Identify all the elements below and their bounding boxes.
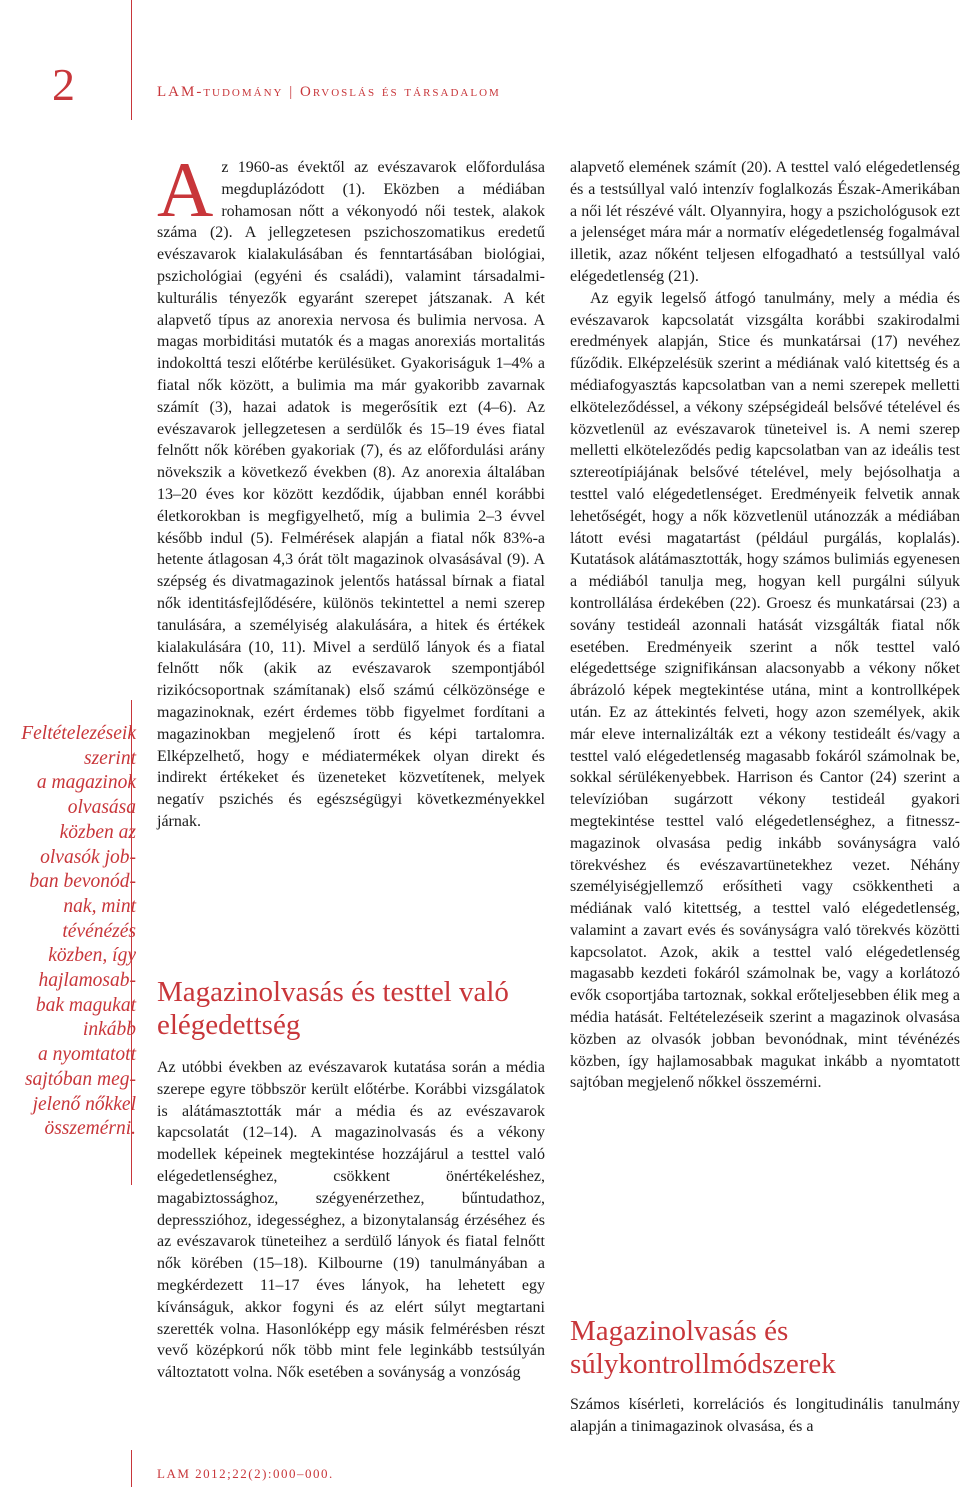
pull-quote (0, 722, 136, 1142)
pull-quote-line: összemérni. (44, 1118, 136, 1140)
pull-quote-line: nak, mint (63, 895, 136, 917)
right-section-text: Számos kísérleti, korrelációs és longitudinális tanulmány alapján a tinimagazinok olvasása, és a (570, 1396, 960, 1435)
pull-quote-line: szerint (83, 747, 136, 769)
intro-text: z 1960-as évektől az evészavarok előfordulása megduplázódott (1). Eközben a médiában rohamosan nőtt a vékonyodó női testek, alakok száma (2). A jellegzetesen pszichoszomatikus eredetű evészavarok kialakulásában és fenntartásában biológiai, pszichológiai (egyéni és családi), valamint társadalmi-kulturális tényezők egyaránt szerepet játszanak. A két alapvető típus az anorexia nervosa és bulimia nervosa. A magas morbiditási mutatók és a magas anorexiás mortalitás indokolttá teszi előtérbe kerülésüket. Gyakoriságuk 1–4% a fiatal nők között, a bulimia ma már gyakoribb zavarnak számít (3), hazai adatok is megerősítik ezt (4–6). Az evészavarok jellegzetesen a serdülők és 15–19 éves fiatal felnőtt nők körében gyakoriak (7), és az előfordulási arány növekszik a következő években (8). Az anorexia általában 13–20 éves kor között kezdődik, újabban ennél korábbi életkorokban is megfigyelhető, míg a bulimia 2–3 évvel később indul (5). Felmérések alapján a fiatal nők 83%-a hetente átlagosan 4,3 órát tölt magazinok olvasásával (9). A szépség és divatmagazinok jelentős hatással bírnak a fiatal nők identitásfejlődésére, különös tekintettel a nemi szerep tanulására, a személyiség alakulására, a hitek és értékek kialakulására (10, 11). Mivel a serdülő lányok és a fiatal felnőtt nők (akik az evészavarok szempontjából rizikócsoportnak számítanak) első számú célközönsége e magazinoknak, ezért érdemes több figyelmet fordítani a magazinokban megjelenő írott és képi tartalomra. Elképzelhető, hogy e médiatermékek olyan direkt és indirekt értékeket és üzeneteket közvetítenek, melyek negatív pszichés és egészségügyi következményekkel járnak. (157, 159, 545, 830)
intro-paragraph (157, 146, 545, 833)
pull-quote-line: olvasása (67, 797, 136, 819)
running-head: LAM-tudomány | Orvoslás és társadalom (157, 84, 501, 100)
right-section-paragraph (570, 1394, 960, 1438)
right-paragraph-2: Az egyik legelső átfogó tanulmány, mely a média és evészavarok kapcsolatát vizsgálta korábbi szakirodalmi eredmények alapján, Stice és munkatársai (17) nevéhez fűződik. Elképzelésük szerint a médiának való kitettség és a médiafogyasztás kapcsolatban van a nemi szerepek melletti elköteleződéssel, a vékony szépségideál belsővé tételével és közvetlenül az evészavarok tüneteivel is. A nemi szerep melletti elköteleződés pedig kapcsolatban van az ideális test sztereotípiájának belsővé tételével, mely bejósolhatja a testtel való elégedetlenséget. Eredményeik felvetik annak lehetőségét, hogy a nők közvetlenül utánozzák a médiában látott evési magatartást (például purgálás, koplalás). Kutatások alátámasztották, hogy számos bulimiás egyenesen a médiából tanulja meg, hogyan kell purgálni súlyuk kontrollálása érdekében (22). Groesz és munkatársai (23) a sovány testideál azonnali hatását vizsgálták fiatal nők esetében. Eredményeik szerint a nők testtel való elégedettsége szignifikánsan alacsonyabb a vékony nőket ábrázoló képek megtekintése utána, mint a kontrollképek után. Ez az áttekintés felveti, hogy azon személyek, akik már eleve internalizálták ezt a vékony testideált és/vagy a testtel való elégedetlenség magasabb fokáról számolnak be, sokkal sérülékenyebbek. Harrison és Cantor (24) szerint a televízióban sugárzott vékony testideál gyakori megtekintése testtel való elégedetlenséghez, a fitnessz-magazinok olvasása pedig inkább soványságra való törekvéshez és evészavartünetekhez vezet. Néhány személyiségjellemző erősítheti vagy csökkentheti a médiának való kitettség, a testtel való elégedetlenség, valamint a zavart evés és soványságra való törekvés közötti kapcsolatot. Azok, akik a testtel való elégedetlenség magasabb kezdeti fokáról számolnak be, vagy a korlátozó evők csoportjába tartoznak, sokkal erőteljesebben élik meg a média hatását. Feltételezéseik szerint a magazinok olvasása közben az olvasók jobban bevonódnak, mint tévénézés közben, így hajlamosabbak magukat inkább a nyomtatott sajtóban megjelenő nőkkel összemérni. (570, 289, 960, 1092)
footer-citation: LAM 2012;22(2):000–000. (157, 1466, 334, 1481)
section-heading-weight-control: Magazinolvasás és súlykontrollmódszerek (570, 1315, 836, 1380)
page-number: 2 (52, 59, 75, 110)
pull-quote-line: a nyomtatott (37, 1044, 136, 1066)
right-paragraph-1: alapvető elemének számít (20). A testtel való elégedetlenség és a testsúllyal való intenzív foglalkozás Észak-Amerikában a női lét részévé vált. Olyannyira, hogy a pszichológusok ezt a jelenséget mára már a normatív elégedetlenség fogalmával illetik, azaz nőként teljesen elfogadható a testsúllyal való elégedetlenség (21). (570, 159, 960, 285)
pull-quote-line: inkább (82, 1019, 136, 1041)
pull-quote-line: a magazinok (36, 772, 136, 794)
pull-quote-line: hajlamosab- (38, 970, 136, 992)
header-divider (131, 0, 132, 120)
pull-quote-line: jelenő nőkkel (32, 1093, 136, 1115)
pull-quote-line: tévénézés (62, 920, 136, 942)
pull-quote-line: sajtóban meg- (24, 1068, 136, 1090)
pull-quote-line: ban bevonód- (29, 871, 136, 893)
pull-quote-line: közben, így (48, 945, 136, 967)
section-heading-magazine-body-satisfaction: Magazinolvasás és testtel való elégedettség (157, 976, 509, 1041)
pull-quote-line: közben az (59, 821, 136, 843)
footer-divider (131, 1450, 132, 1487)
pull-quote-line: olvasók job- (40, 846, 136, 868)
section-text: Az utóbbi években az evészavarok kutatása során a média szerepe egyre többször került előtérbe. Korábbi vizsgálatok is alátámasztották már a média és az evészavarok kapcsolatát (12–14). A magazinolvasás és a vékony modellek képeinek megtekintése hozzájárul a testtel való elégedetlenséghez, csökkent önértékeléshez, magabiztossághoz, szégyenérzethez, bűntudathoz, depresszióhoz, idegességhez, a bizonytalanság érzéséhez és az evészavarok tüneteihez a serdülő lányok és fiatal felnőtt nők körében (15–18). Kilbourne (19) tanulmányában a megkérdezett 11–17 éves lányok, ha lehetett egy kívánságuk, akkor fogyni és az elért súlyt megtartani szerették volna. Hasonlóképp egy másik felmérésben részt vevő középkorú nők több mint fele leginkább testsúlyán változtatott volna. Nők esetében a soványság a vonzóság (157, 1059, 545, 1382)
pull-quote-line: bak magukat (35, 994, 136, 1016)
section-paragraph (157, 1057, 545, 1384)
right-body (570, 157, 960, 1094)
pull-quote-line: Feltételezéseik (21, 723, 136, 744)
drop-cap: A (157, 146, 214, 233)
